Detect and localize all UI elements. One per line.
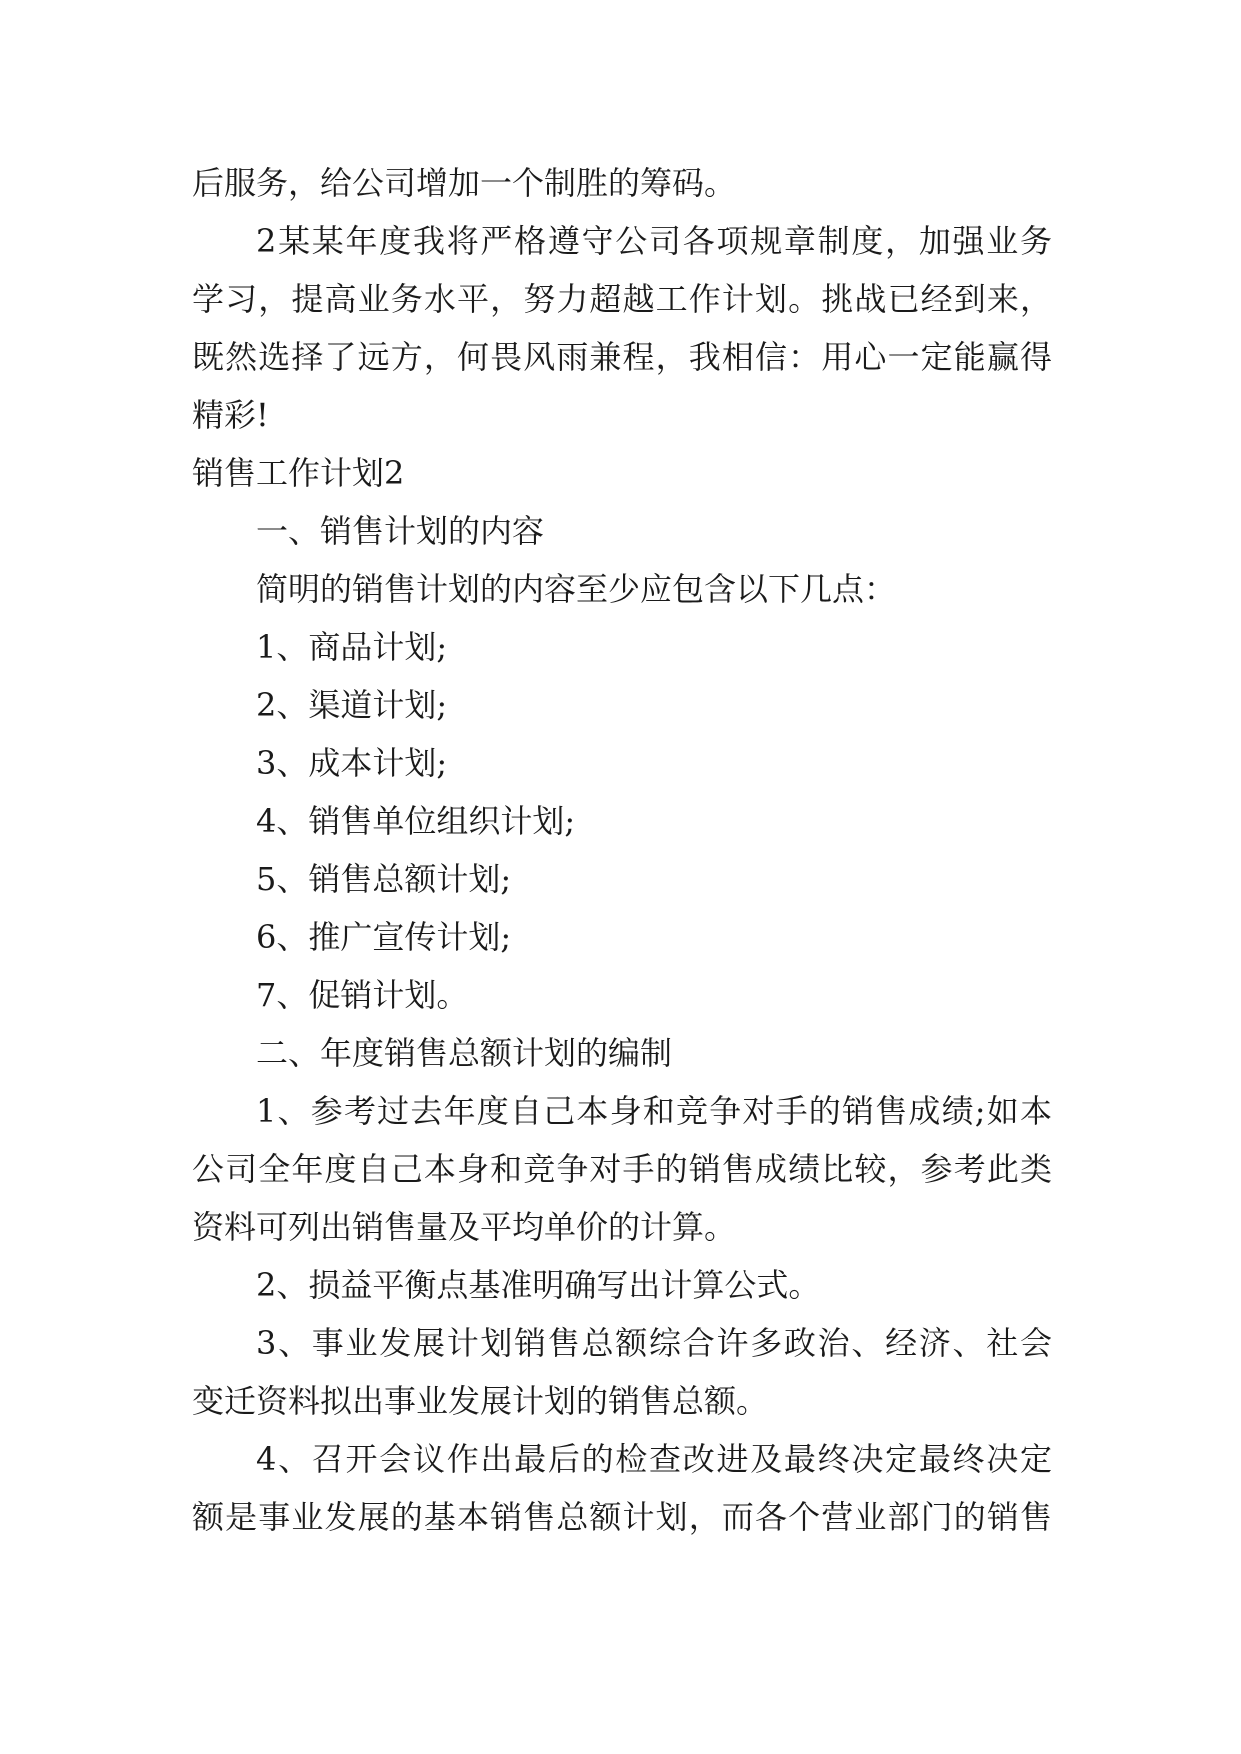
- document-body: [192, 154, 1052, 1546]
- subsection-heading: 二、年度销售总额计划的编制: [256, 1034, 673, 1072]
- text-line: 2某某年度我将严格遵守公司各项规章制度，加强业务: [256, 222, 1052, 260]
- text-line: 4、召开会议作出最后的检查改进及最终决定最终决定: [256, 1440, 1052, 1478]
- text-line: 既然选择了远方，何畏风雨兼程，我相信：用心一定能赢得: [192, 338, 1052, 376]
- text-line: 2、损益平衡点基准明确写出计算公式。: [256, 1266, 821, 1304]
- list-item: 1、商品计划;: [256, 628, 448, 666]
- text-line: 后服务，给公司增加一个制胜的筹码。: [192, 164, 737, 202]
- text-line: 3、事业发展计划销售总额综合许多政治、经济、社会: [256, 1324, 1052, 1362]
- list-item: 5、销售总额计划;: [256, 860, 512, 898]
- text-line: 简明的销售计划的内容至少应包含以下几点：: [256, 570, 897, 608]
- text-line: 公司全年度自己本身和竞争对手的销售成绩比较，参考此类: [192, 1150, 1052, 1188]
- text-line: 精彩!: [192, 396, 269, 434]
- section-title: 销售工作计划2: [192, 454, 405, 492]
- list-item: 7、促销计划。: [256, 976, 469, 1014]
- text-line: 额是事业发展的基本销售总额计划，而各个营业部门的销售: [192, 1498, 1052, 1536]
- list-item: 3、成本计划;: [256, 744, 448, 782]
- list-item: 6、推广宣传计划;: [256, 918, 512, 956]
- text-line: 变迁资料拟出事业发展计划的销售总额。: [192, 1382, 769, 1420]
- text-line: 学习，提高业务水平，努力超越工作计划。挑战已经到来，: [192, 280, 1052, 318]
- text-line: 资料可列出销售量及平均单价的计算。: [192, 1208, 737, 1246]
- text-line: 1、参考过去年度自己本身和竞争对手的销售成绩;如本: [256, 1092, 1052, 1130]
- subsection-heading: 一、销售计划的内容: [256, 512, 545, 550]
- list-item: 2、渠道计划;: [256, 686, 448, 724]
- list-item: 4、销售单位组织计划;: [256, 802, 576, 840]
